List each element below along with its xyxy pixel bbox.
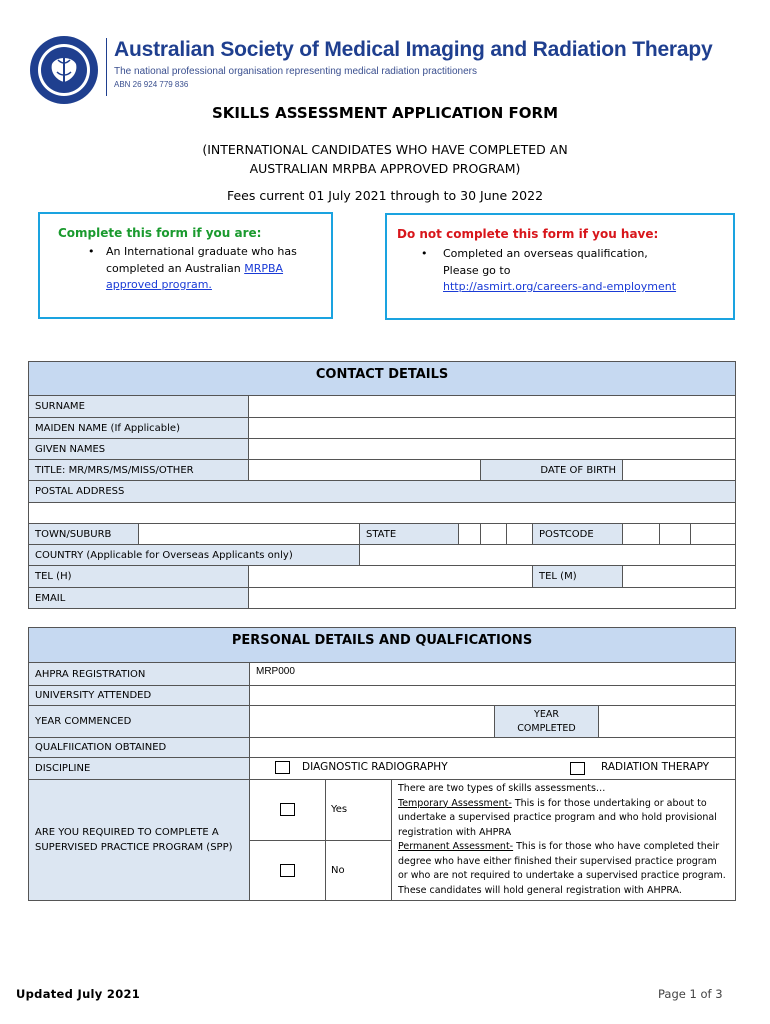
mrpba-link[interactable]: MRPBA approved program.: [106, 261, 284, 291]
ahpra-field[interactable]: MRP000: [250, 663, 736, 686]
discipline-label: DISCIPLINE: [29, 758, 250, 780]
country-field[interactable]: [360, 545, 736, 566]
tel-home-field[interactable]: [249, 566, 533, 588]
year-completed-line-1: YEAR: [534, 708, 559, 720]
year-completed-line-2: COMPLETED: [517, 722, 576, 734]
state-box-2[interactable]: [481, 524, 507, 545]
postcode-box-3[interactable]: [691, 524, 736, 545]
town-field[interactable]: [139, 524, 360, 545]
organisation-name: Australian Society of Medical Imaging and Radiation Therapy: [114, 38, 713, 61]
postcode-box-2[interactable]: [660, 524, 691, 545]
spp-no-label: No: [331, 864, 345, 876]
maiden-name-label: MAIDEN NAME (If Applicable): [29, 418, 249, 439]
country-label: COUNTRY (Applicable for Overseas Applicants only): [29, 545, 360, 566]
qualification-field[interactable]: [250, 738, 736, 758]
form-title: SKILLS ASSESSMENT APPLICATION FORM: [211, 104, 559, 122]
do-not-complete-line-2: Please go to: [443, 263, 511, 277]
complete-box-text: An International graduate who has completed an Australian: [106, 245, 297, 275]
discipline-options: [250, 758, 736, 780]
tel-mobile-label: TEL (M): [533, 566, 623, 588]
tel-home-label: TEL (H): [29, 566, 249, 588]
state-box-1[interactable]: [459, 524, 481, 545]
contact-section-title: CONTACT DETAILS: [29, 362, 736, 396]
complete-box-bullet: [88, 244, 318, 294]
asmirt-seal-logo: [28, 34, 100, 106]
subtitle-line-1: (INTERNATIONAL CANDIDATES WHO HAVE COMPLETED AN: [202, 142, 568, 157]
do-not-complete-heading: Do not complete this form if you have:: [397, 227, 659, 241]
personal-details-table: [28, 627, 736, 901]
spp-no-option: [250, 840, 326, 901]
surname-field[interactable]: [249, 396, 736, 418]
state-box-3[interactable]: [507, 524, 533, 545]
postal-address-field[interactable]: [29, 503, 736, 524]
year-completed-field[interactable]: [599, 706, 736, 738]
spp-yes-checkbox[interactable]: [280, 803, 295, 816]
given-names-field[interactable]: [249, 439, 736, 460]
permanent-assessment-label: Permanent Assessment-: [398, 841, 514, 852]
do-not-complete-line-1: Completed an overseas qualification,: [443, 247, 648, 260]
permanent-assessment-note: [398, 840, 729, 898]
title-field[interactable]: [249, 460, 481, 481]
university-field[interactable]: [250, 686, 736, 706]
year-completed-label: [495, 706, 599, 738]
diagnostic-radiography-checkbox[interactable]: [275, 761, 290, 774]
bullet-icon: •: [421, 247, 428, 260]
personal-section-title: PERSONAL DETAILS AND QUALFICATIONS: [29, 628, 736, 663]
title-label: TITLE: MR/MRS/MS/MISS/OTHER: [29, 460, 249, 481]
maiden-name-field[interactable]: [249, 418, 736, 439]
letterhead: [28, 34, 748, 102]
spp-no-cell: [326, 840, 392, 901]
contact-details-table: [28, 361, 736, 609]
bullet-icon: •: [88, 245, 95, 258]
postal-address-label: POSTAL ADDRESS: [29, 481, 736, 503]
dob-label: DATE OF BIRTH: [481, 460, 623, 481]
state-label: STATE: [360, 524, 459, 545]
university-label: UNIVERSITY ATTENDED: [29, 686, 250, 706]
spp-question-label: ARE YOU REQUIRED TO COMPLETE A SUPERVISED PRACTICE PROGRAM (SPP): [29, 780, 250, 901]
temporary-assessment-label: Temporary Assessment-: [398, 797, 512, 809]
tel-mobile-field[interactable]: [623, 566, 736, 588]
year-commenced-label: YEAR COMMENCED: [29, 706, 250, 738]
qualification-label: QUALFIICATION OBTAINED: [29, 738, 250, 758]
temporary-assessment-note: [398, 797, 729, 841]
ahpra-label: AHPRA REGISTRATION: [29, 663, 250, 686]
given-names-label: GIVEN NAMES: [29, 439, 249, 460]
postcode-label: POSTCODE: [533, 524, 623, 545]
permanent-assessment-text: This is for those who have completed their degree who have either finished their supervised practice program or who are not required to undertake a supervised practice program. These candidates will hold general registration with AHPRA.: [398, 841, 726, 896]
email-field[interactable]: [249, 588, 736, 609]
organisation-abn: ABN 26 924 779 836: [114, 80, 189, 89]
postcode-box-1[interactable]: [623, 524, 660, 545]
footer-updated: Updated July 2021: [16, 987, 141, 1001]
temporary-assessment-text: This is for those undertaking or about to undertake a supervised practice program and who hold provisional registration with AHPRA: [398, 797, 717, 838]
fees-period: Fees current 01 July 2021 through to 30 June 2022: [226, 188, 544, 203]
dob-field[interactable]: [623, 460, 736, 481]
complete-box-heading: Complete this form if you are:: [58, 226, 262, 240]
town-label: TOWN/SUBURB: [29, 524, 139, 545]
spp-yes-option: [250, 780, 326, 841]
complete-form-box: [38, 212, 333, 319]
do-not-complete-bullet: [421, 246, 721, 296]
header-divider: [106, 38, 107, 96]
surname-label: SURNAME: [29, 396, 249, 418]
radiation-therapy-checkbox[interactable]: [570, 762, 585, 775]
careers-link[interactable]: http://asmirt.org/careers-and-employment: [443, 280, 677, 293]
do-not-complete-box: [385, 213, 735, 320]
organisation-tagline: The national professional organisation representing medical radiation practitioners: [114, 66, 477, 77]
note-intro: There are two types of skills assessments…: [398, 783, 606, 794]
radiation-therapy-label: RADIATION THERAPY: [601, 761, 710, 773]
email-label: EMAIL: [29, 588, 249, 609]
spp-yes-cell: [326, 780, 392, 841]
spp-no-checkbox[interactable]: [280, 864, 295, 877]
assessment-types-note: [392, 780, 736, 901]
subtitle-line-2: AUSTRALIAN MRPBA APPROVED PROGRAM): [249, 161, 521, 176]
form-subtitle: [0, 140, 770, 178]
page-number: Page 1 of 3: [658, 987, 723, 1001]
spp-yes-label: Yes: [331, 804, 348, 816]
year-commenced-field[interactable]: [250, 706, 495, 738]
diagnostic-radiography-label: DIAGNOSTIC RADIOGRAPHY: [302, 761, 448, 773]
